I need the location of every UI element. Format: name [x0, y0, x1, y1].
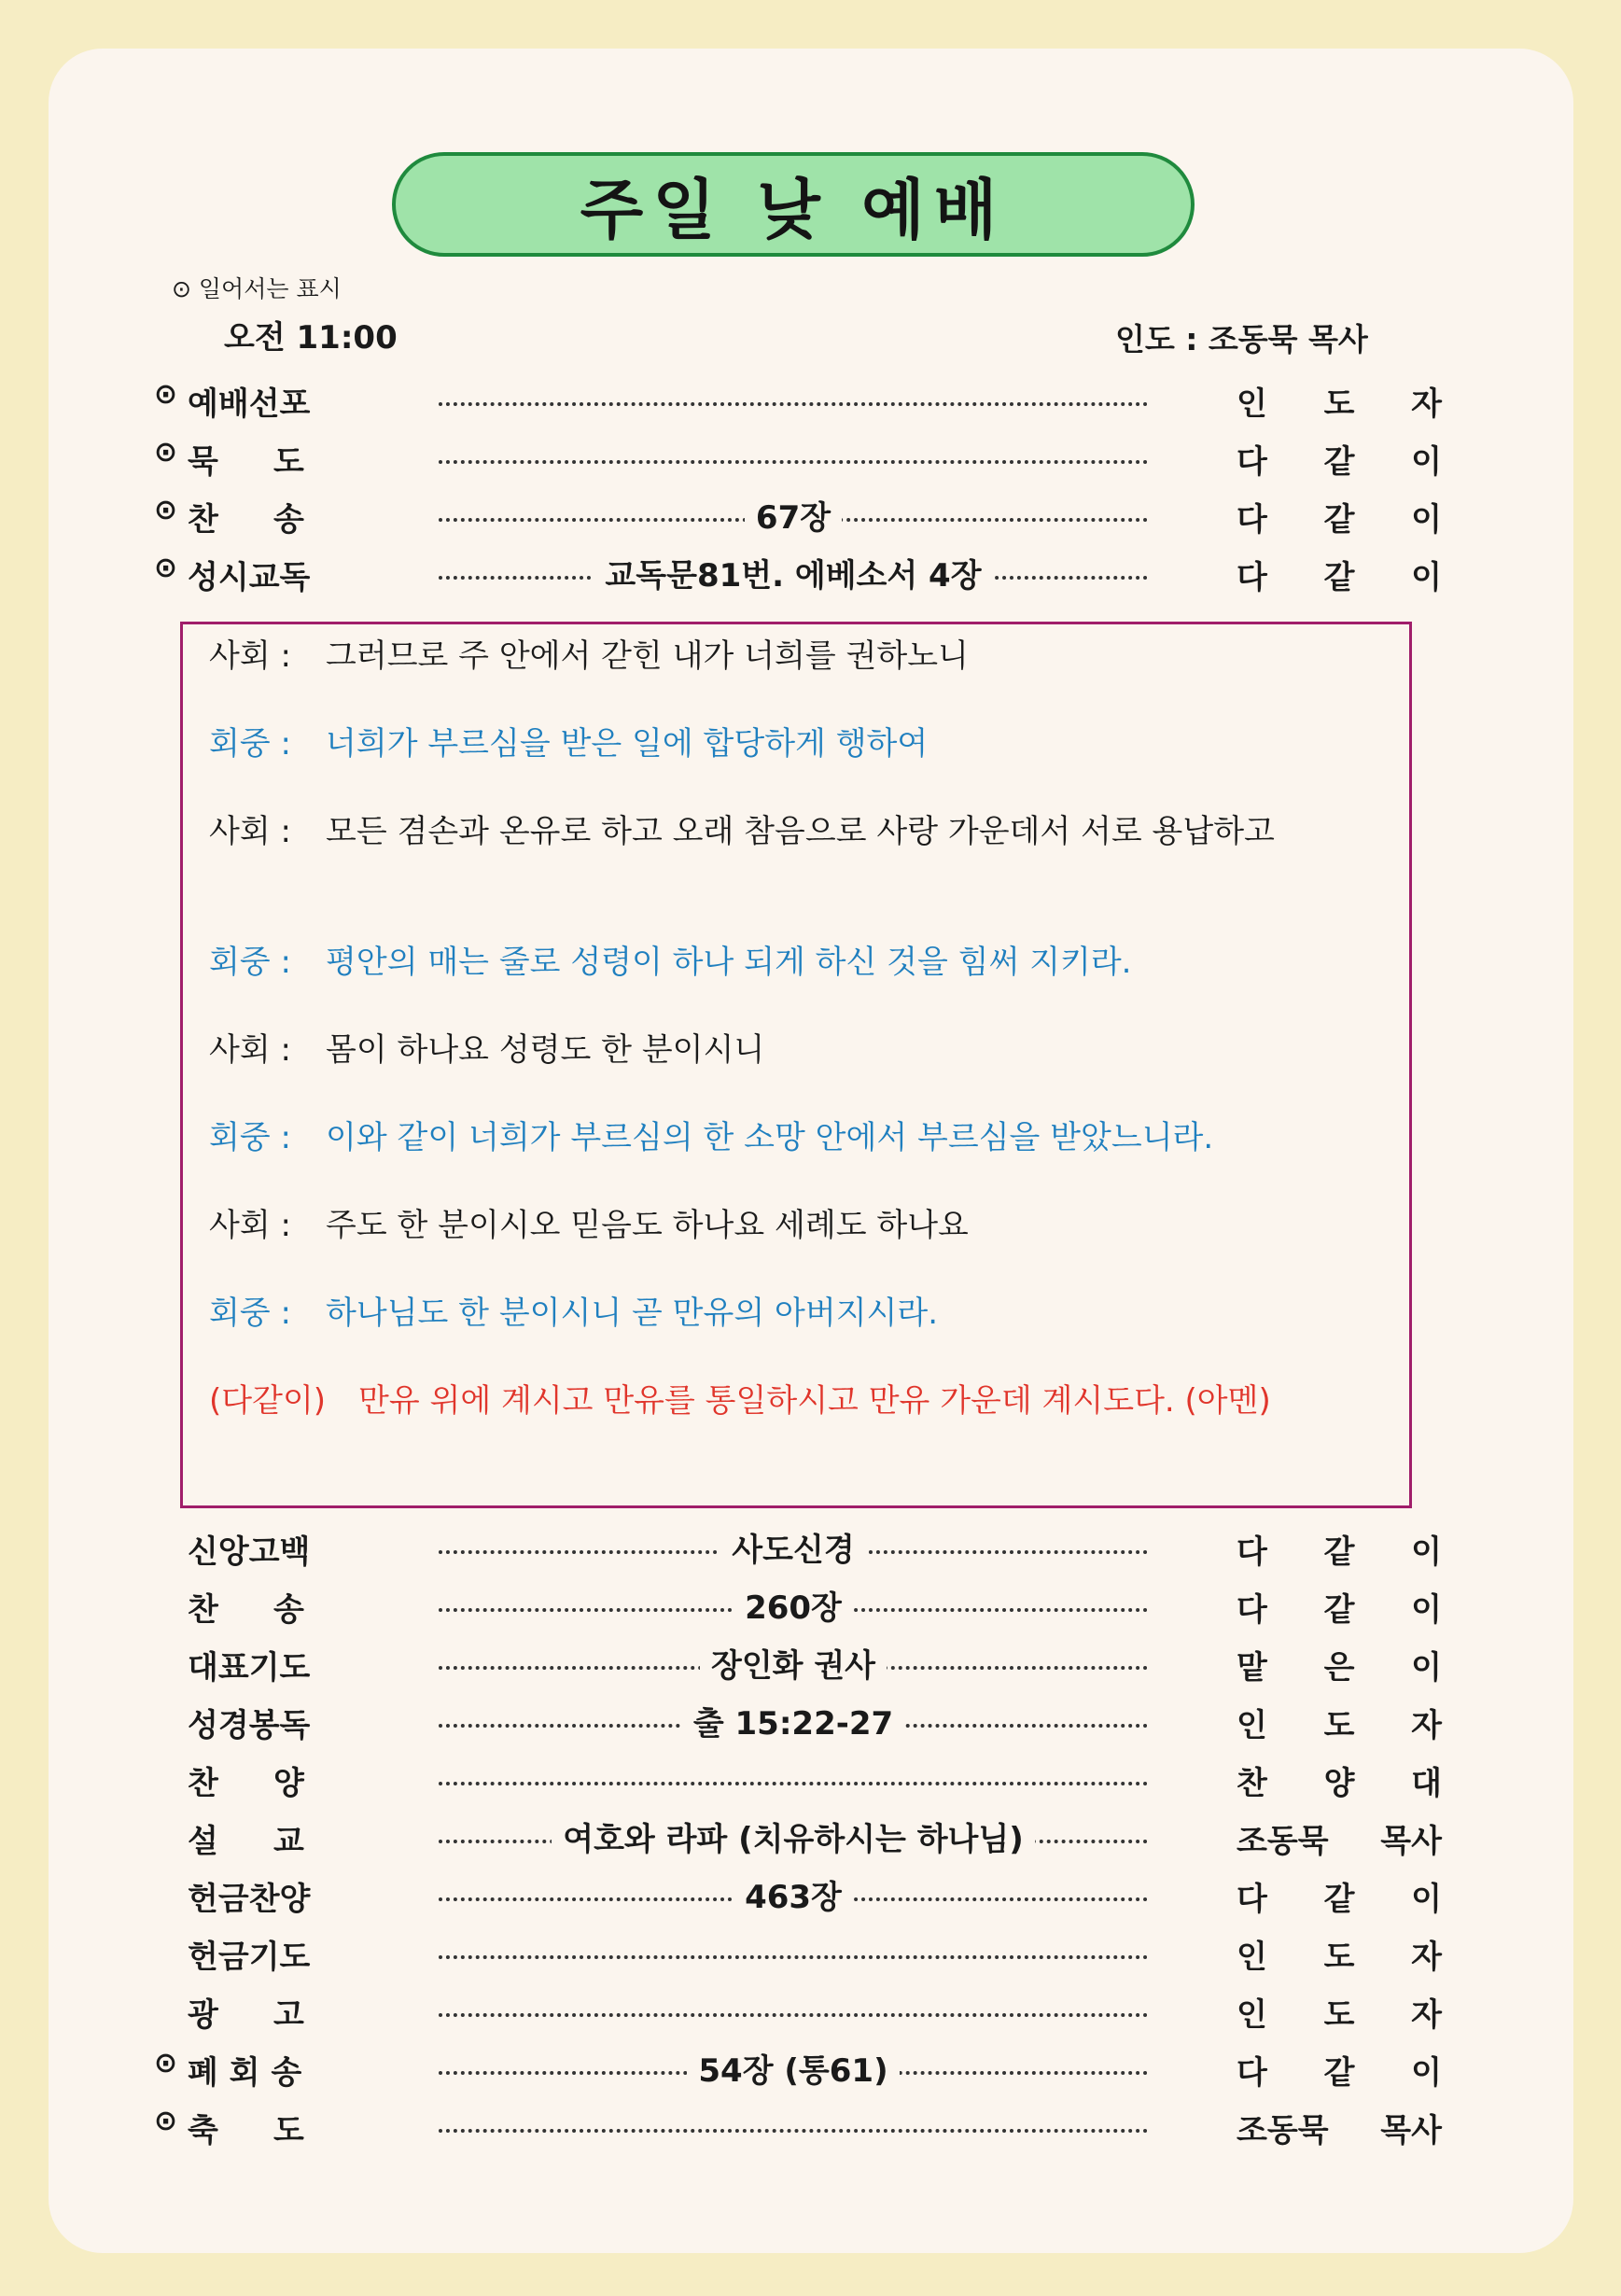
order-item-detail: 54장 (통61) [687, 2052, 899, 2090]
order-item-label: 묵 도 [188, 443, 304, 481]
order-item-label: 축 도 [188, 2112, 304, 2149]
order-item [154, 2105, 1442, 2161]
order-item [154, 1700, 1442, 1756]
order-item-responsible: 다 같 이 [1237, 1591, 1442, 1629]
reading-text: 그러므로 주 안에서 갇힌 내가 너희를 권하노니 [326, 637, 969, 675]
reading-role: 회중 : [209, 1119, 291, 1156]
order-item-label: 성경봉독 [188, 1707, 311, 1744]
reading-text: 몸이 하나요 성령도 한 분이시니 [326, 1031, 765, 1069]
reading-line [209, 723, 1385, 764]
order-item [154, 1584, 1442, 1640]
dotted-leader [439, 1782, 1148, 1785]
reading-text: 이와 같이 너희가 부르심의 한 소망 안에서 부르심을 받았느니라. [326, 1119, 1214, 1156]
standing-mark-icon: ⊙ [154, 2105, 178, 2137]
reading-line [209, 1029, 1385, 1071]
service-leader: 인도 : 조동묵 목사 [1115, 321, 1368, 357]
dotted-leader [439, 2013, 1148, 2017]
dotted-leader [439, 460, 1148, 464]
order-item-label: 헌금찬양 [188, 1881, 311, 1918]
standing-mark-icon: ⊙ [154, 436, 178, 469]
order-item [154, 552, 1442, 608]
reading-line [209, 1293, 1385, 1334]
order-item-responsible: 조동묵 목사 [1237, 1823, 1442, 1860]
reading-role: 사회 : [209, 637, 291, 675]
order-item [154, 436, 1442, 492]
reading-line [209, 636, 1385, 677]
order-item-detail: 67장 [745, 499, 842, 537]
service-time: 오전 11:00 [224, 319, 398, 357]
order-item-responsible: 인 도 자 [1237, 1996, 1442, 2034]
order-item [154, 494, 1442, 550]
order-item-responsible: 맡 은 이 [1237, 1649, 1442, 1687]
order-item-label: 설 교 [188, 1823, 304, 1860]
order-item-responsible: 조동묵 목사 [1237, 2112, 1442, 2149]
order-item-detail: 260장 [734, 1589, 853, 1627]
service-title: 주일 낮 예배 [392, 152, 1195, 257]
dotted-leader [439, 402, 1148, 406]
order-item [154, 1931, 1442, 1987]
order-item-responsible: 다 같 이 [1237, 443, 1442, 481]
order-item-responsible: 찬 양 대 [1237, 1765, 1442, 1802]
standing-mark-icon: ⊙ [154, 494, 178, 526]
reading-line [209, 1117, 1385, 1158]
order-item-responsible: 다 같 이 [1237, 1533, 1442, 1571]
order-item-label: 찬 송 [188, 501, 304, 539]
reading-role: (다같이) [209, 1382, 327, 1420]
reading-role: 회중 : [209, 1295, 291, 1332]
reading-role: 사회 : [209, 1207, 291, 1244]
order-item-label: 폐 회 송 [188, 2054, 302, 2092]
reading-line [209, 811, 1385, 852]
order-item-label: 신앙고백 [188, 1533, 311, 1571]
standing-mark-icon: ⊙ [154, 552, 178, 584]
order-item-label: 대표기도 [188, 1649, 311, 1687]
dotted-leader [439, 1955, 1148, 1959]
order-item [154, 2047, 1442, 2103]
order-item [154, 1873, 1442, 1929]
order-item [154, 378, 1442, 434]
order-item-responsible: 다 같 이 [1237, 501, 1442, 539]
reading-text: 너희가 부르심을 받은 일에 합당하게 행하여 [326, 725, 929, 763]
order-item-label: 헌금기도 [188, 1939, 311, 1976]
reading-text: 평안의 매는 줄로 성령이 하나 되게 하신 것을 힘써 지키라. [326, 944, 1132, 981]
reading-role: 회중 : [209, 725, 291, 763]
reading-role: 회중 : [209, 944, 291, 981]
order-item-label: 광 고 [188, 1996, 304, 2034]
order-item-responsible: 인 도 자 [1237, 385, 1442, 423]
order-item-detail: 463장 [734, 1879, 853, 1916]
reading-role: 사회 : [209, 1031, 291, 1069]
order-item [154, 1526, 1442, 1582]
order-item-label: 찬 송 [188, 1591, 304, 1629]
order-item-label: 예배선포 [188, 385, 311, 423]
order-item-responsible: 다 같 이 [1237, 559, 1442, 596]
order-item [154, 1989, 1442, 2045]
order-item [154, 1757, 1442, 1813]
order-item-responsible: 다 같 이 [1237, 1881, 1442, 1918]
order-item-detail: 여호와 라파 (치유하시는 하나님) [552, 1821, 1035, 1858]
order-item-detail: 장인화 권사 [700, 1647, 887, 1685]
dotted-leader [439, 2129, 1148, 2133]
standing-mark-icon: ⊙ [154, 378, 178, 411]
order-item [154, 1642, 1442, 1698]
reading-text: 만유 위에 계시고 만유를 통일하시고 만유 가운데 계시도다. (아멘) [358, 1382, 1271, 1420]
order-item-responsible: 다 같 이 [1237, 2054, 1442, 2092]
standing-mark-icon: ⊙ [154, 2047, 178, 2079]
order-item [154, 1815, 1442, 1871]
standing-legend: ⊙ 일어서는 표시 [172, 275, 342, 302]
order-item-detail: 출 15:22-27 [682, 1705, 904, 1743]
responsive-reading-box [180, 622, 1412, 1508]
reading-line [209, 1380, 1385, 1421]
order-item-detail: 사도신경 [720, 1532, 865, 1569]
order-item-responsible: 인 도 자 [1237, 1707, 1442, 1744]
reading-line [209, 1205, 1385, 1246]
reading-text: 주도 한 분이시오 믿음도 하나요 세례도 하나요 [326, 1207, 969, 1244]
reading-text: 하나님도 한 분이시니 곧 만유의 아버지시라. [326, 1295, 939, 1332]
reading-text: 모든 겸손과 온유로 하고 오래 참음으로 사랑 가운데서 서로 용납하고 [326, 813, 1275, 850]
order-item-responsible: 인 도 자 [1237, 1939, 1442, 1976]
order-item-detail: 교독문81번. 에베소서 4장 [594, 557, 992, 595]
order-item-label: 성시교독 [188, 559, 311, 596]
order-item-label: 찬 양 [188, 1765, 304, 1802]
reading-role: 사회 : [209, 813, 291, 850]
reading-line [209, 942, 1385, 983]
